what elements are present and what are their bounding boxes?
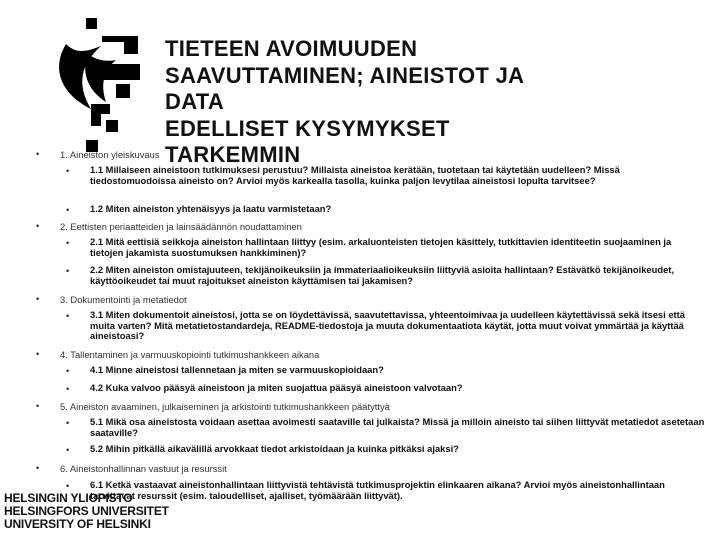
section-heading-6: 6. Aineistonhallinnan vastuut ja resurssit bbox=[60, 463, 227, 474]
title-line-2: SAAVUTTAMINEN; AINEISTOT JA bbox=[165, 62, 525, 88]
section-heading-4: 4. Tallentaminen ja varmuuskopiointi tutkimushankkeen aikana bbox=[60, 349, 320, 360]
question-5-1: 5.1 Mikä osa aineistosta voidaan asettaa avoimesti saataville tai julkaista? Missä ja milloin aineisto tai siihen liittyvät metatiedot asetetaan saataville? bbox=[90, 416, 705, 438]
question-2-2: 2.2 Miten aineiston omistajuuteen, tekijänoikeuksiin ja immateriaalioikeuksiin liittyviä asioita hallintaan? Estävätkö tekijänoikeudet, käyttöoikeudet tai muut rajoitukset aineiston käyttämisen tai jakamisen? bbox=[90, 264, 675, 286]
bullet: • bbox=[36, 401, 40, 411]
bullet: • bbox=[66, 166, 70, 176]
question-4-1: 4.1 Minne aineistosi tallennetaan ja miten se varmuuskopioidaan? bbox=[90, 364, 384, 375]
question-1-1: 1.1 Millaiseen aineistoon tutkimuksesi perustuu? Millaista aineistoa kerätään, tuotetaan tai käytetään uudelleen? Missä tiedostomuodoissa aineisto on? Arvioi myös karkealla tasolla, kuinka paljon levytilaa aineistosi lopulta tarvitsee? bbox=[90, 164, 620, 186]
question-3-1: 3.1 Miten dokumentoit aineistosi, jotta se on löydettävissä, saavutettavissa, yhteentoimivaa ja uudelleen käytettävissä sekä itsesi että muita varten? Mitä metatietostandardeja, README-tiedostoja ja muuta dokumentaatiota käytät, jotta muut voivat ymmärtää ja käyttää aineistoasi? bbox=[90, 309, 686, 341]
bullet: • bbox=[66, 445, 70, 455]
bullet: • bbox=[66, 418, 70, 428]
section-heading-5: 5. Aineiston avaaminen, julkaiseminen ja arkistointi tutkimushankkeen päätyttyä bbox=[60, 401, 390, 412]
bullet: • bbox=[36, 463, 40, 473]
bullet: • bbox=[36, 221, 40, 231]
question-5-2: 5.2 Mihin pitkällä aikavälillä arvokkaat tiedot arkistoidaan ja kuinka pitkäksi ajaksi? bbox=[90, 443, 459, 454]
question-6-1: 6.1 Ketkä vastaavat aineistonhallintaan liittyvistä tehtävistä tutkimusprojektin elinkaaren aikana? Arvioi myös aineistonhallintaan tarvittavat resurssit (esim. taloudelliset, ajalliset, työmäärään liittyvät). bbox=[90, 479, 665, 501]
bullet: • bbox=[66, 238, 70, 248]
university-name-fi: HELSINGIN YLIOPISTO bbox=[4, 491, 133, 505]
university-name-sv: HELSINGFORS UNIVERSITET bbox=[4, 503, 169, 518]
bullet: • bbox=[66, 481, 70, 491]
title-line-3: DATA bbox=[165, 89, 225, 114]
bullet: • bbox=[36, 294, 40, 304]
university-name bbox=[4, 492, 169, 530]
bullet: • bbox=[66, 311, 70, 321]
question-1-2: 1.2 Miten aineiston yhtenäisyys ja laatu varmistetaan? bbox=[90, 203, 332, 214]
section-heading-1: 1. Aineiston yleiskuvaus bbox=[60, 149, 160, 160]
bullet: • bbox=[36, 349, 40, 359]
title-line-5: TARKEMMIN bbox=[165, 142, 301, 167]
university-name-en: UNIVERSITY OF HELSINKI bbox=[4, 516, 151, 531]
bullet: • bbox=[66, 366, 70, 376]
bullet: • bbox=[36, 149, 40, 159]
section-heading-3: 3. Dokumentointi ja metatiedot bbox=[60, 294, 187, 305]
title-line-1: TIETEEN AVOIMUUDEN bbox=[165, 36, 418, 61]
bullet: • bbox=[66, 266, 70, 276]
section-heading-2: 2. Eettisten periaatteiden ja lainsäädännön noudattaminen bbox=[60, 221, 302, 232]
question-4-2: 4.2 Kuka valvoo pääsyä aineistoon ja miten suojattua pääsyä aineistoon valvotaan? bbox=[90, 382, 463, 393]
bullet: • bbox=[66, 384, 70, 394]
bullet: • bbox=[66, 205, 70, 215]
question-2-1: 2.1 Mitä eettisiä seikkoja aineiston hallintaan liittyy (esim. arkaluonteisten tietojen käsittely, tutkittavien identiteetin suojaaminen ja tietojen jakamista suostumuksen hankkiminen)? bbox=[90, 236, 672, 258]
title-line-4: EDELLISET KYSYMYKSET bbox=[165, 115, 450, 141]
